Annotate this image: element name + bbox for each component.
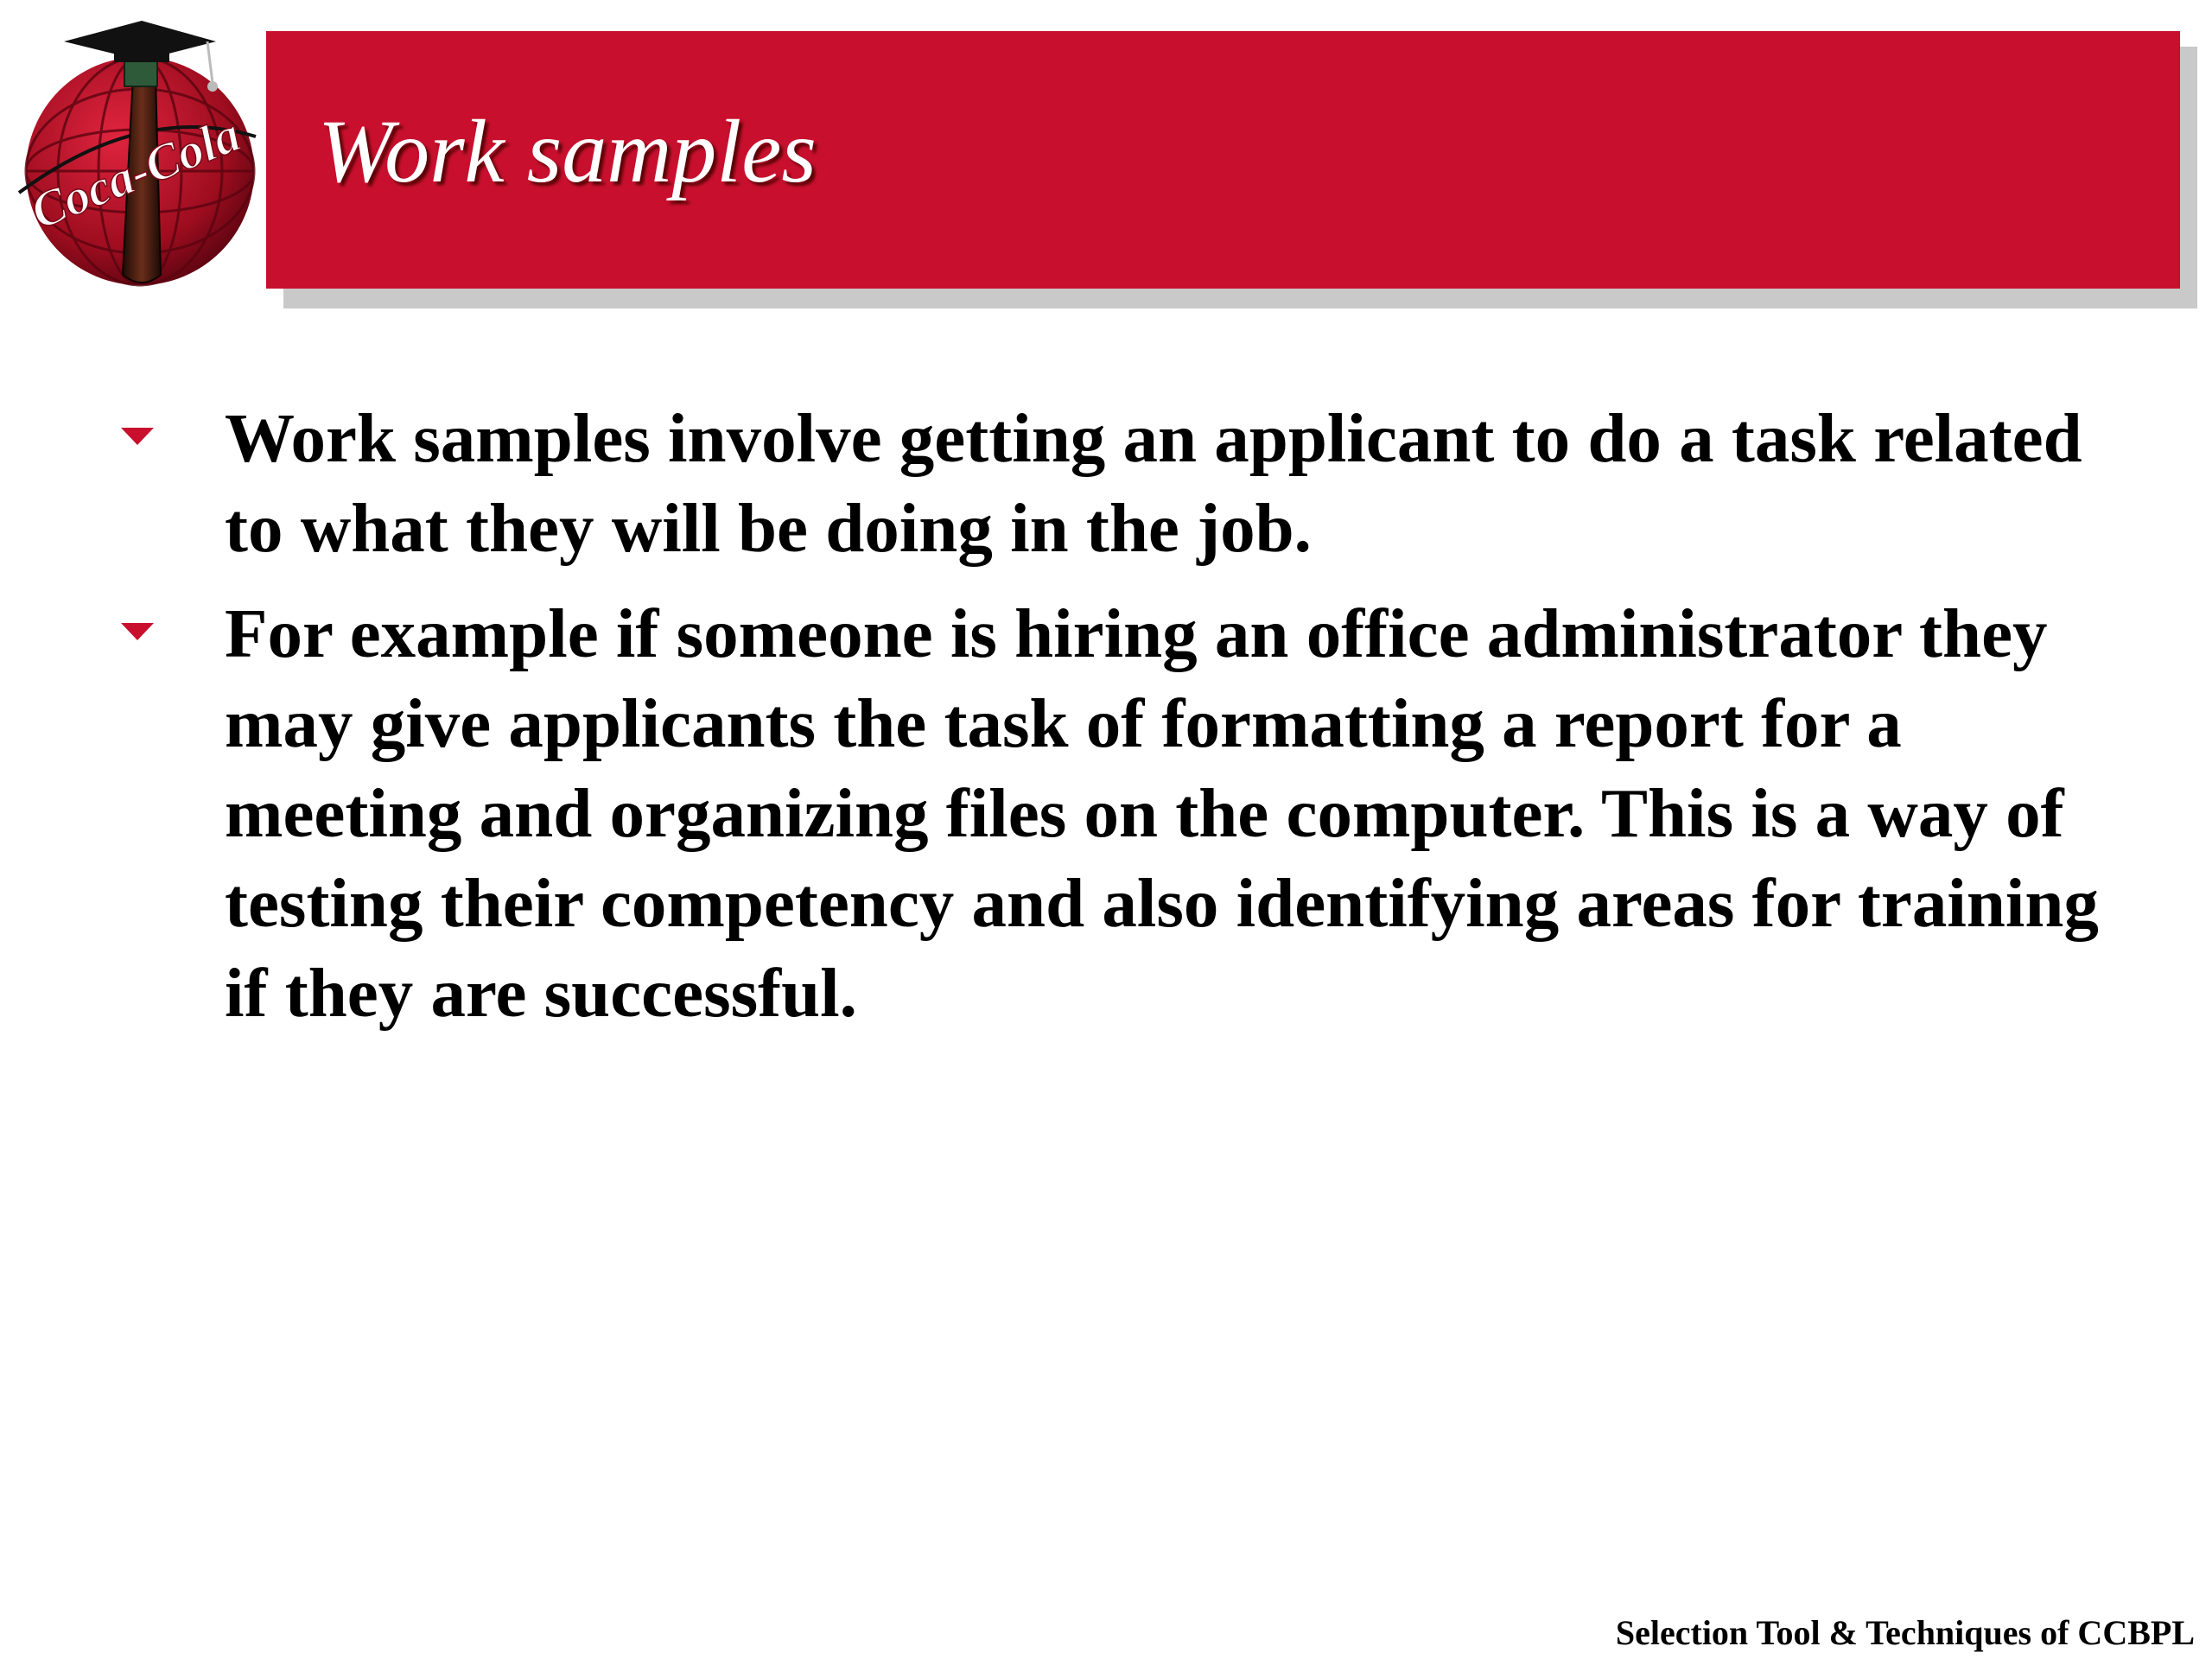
- bullet-list: [121, 393, 2143, 1053]
- bullet-item: [121, 393, 2143, 573]
- coca-cola-logo: [12, 16, 263, 292]
- triangle-bullet-icon: [121, 428, 154, 445]
- title-bar: [266, 31, 2180, 289]
- triangle-bullet-icon: [121, 623, 154, 640]
- logo-wordmark: Coca-Cola: [22, 105, 248, 240]
- slide-title: Work samples: [318, 102, 817, 201]
- slide-footer: Selection Tool & Techniques of CCBPL: [1615, 1613, 2195, 1652]
- bullet-item: [121, 588, 2143, 1038]
- bullet-text: Work samples involve getting an applicant to do a task related to what they will be doing in the job.: [225, 399, 2082, 567]
- bullet-text: For example if someone is hiring an office administrator they may give applicants the task of formatting a report for a meeting and organizing files on the computer. This is a way of testing their competency and also identifying areas for training if they are successful.: [225, 594, 2099, 1032]
